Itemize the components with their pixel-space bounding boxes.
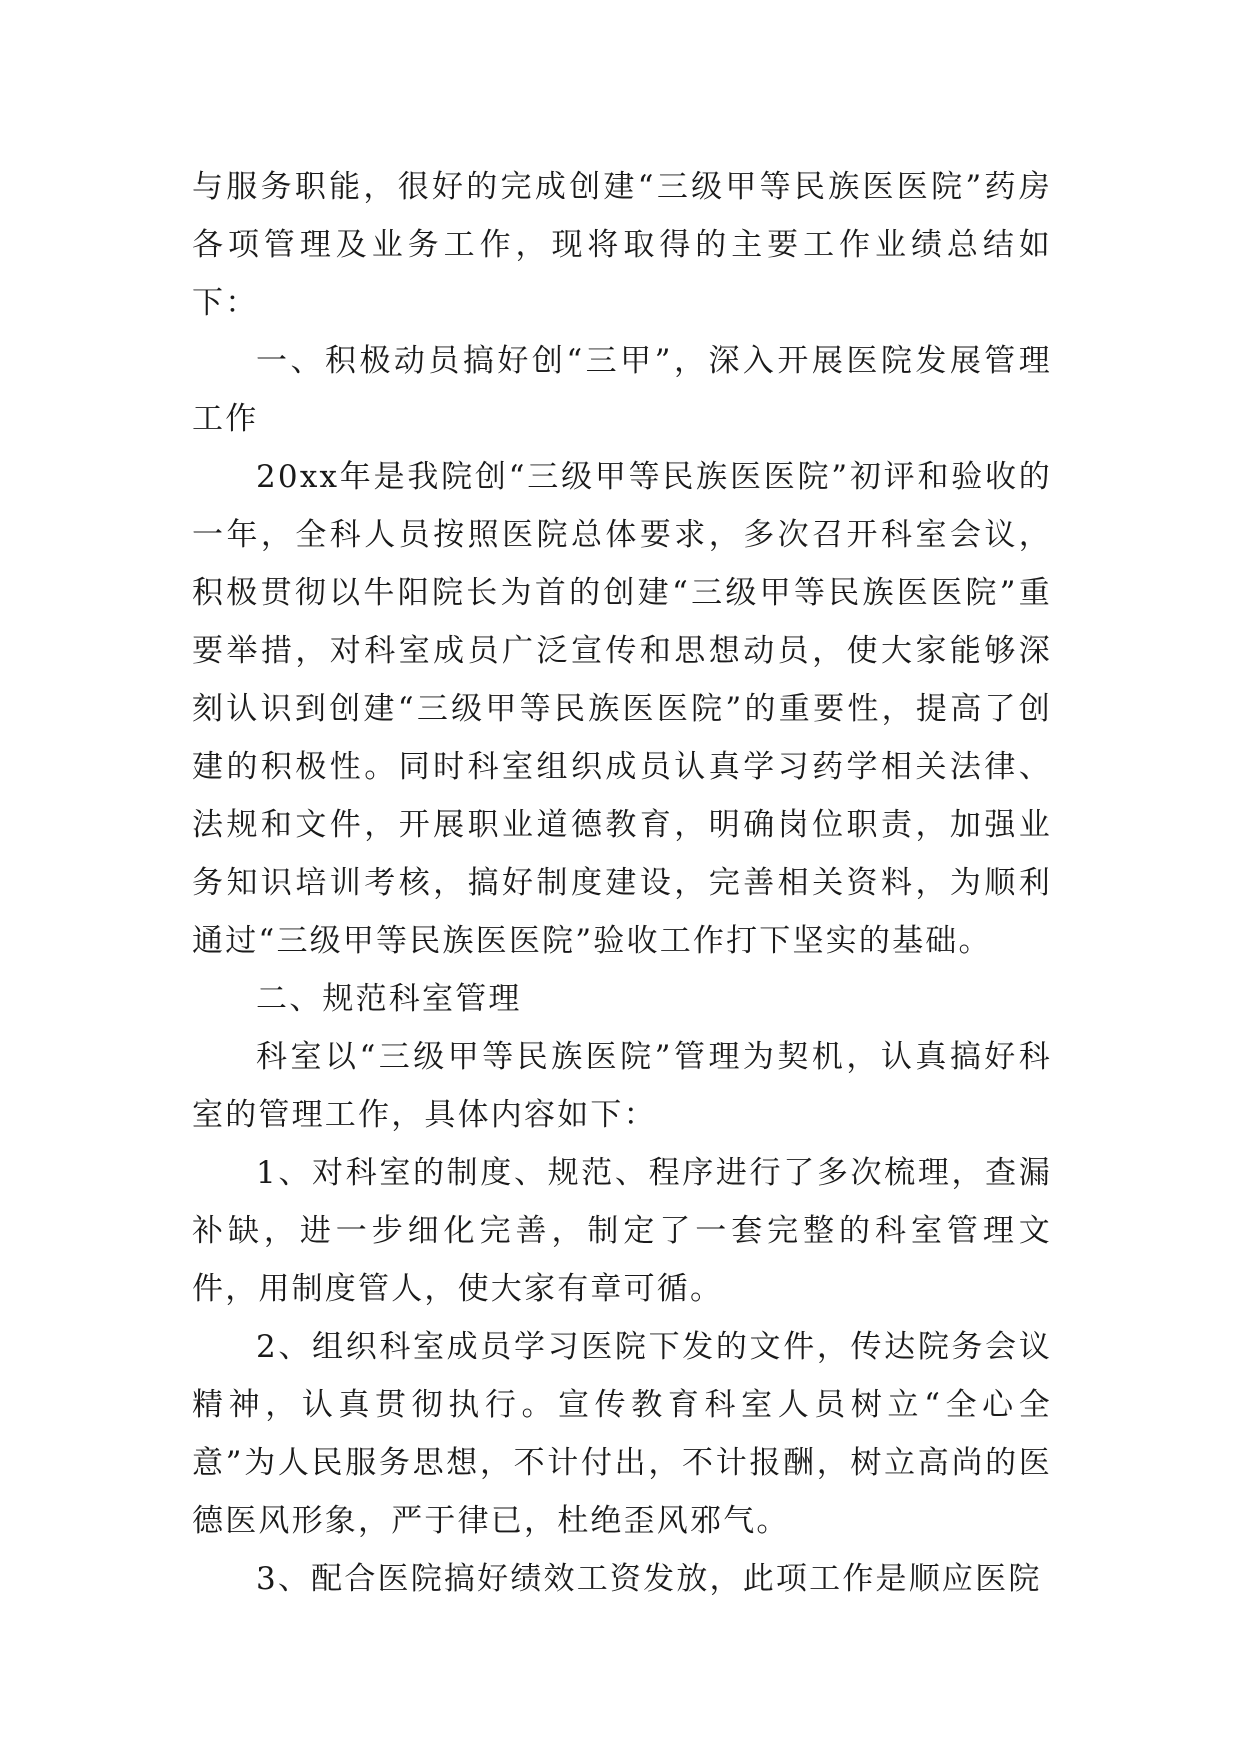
section-heading-2: 二、规范科室管理	[256, 981, 522, 1017]
document-body	[192, 158, 1052, 1608]
paragraph-1: 与服务职能，很好的完成创建“三级甲等民族医医院”药房各项管理及业务工作，现将取得的主要工作业绩总结如下：	[192, 169, 1052, 321]
section-heading-1: 一、积极动员搞好创“三甲”，深入开展医院发展管理工作	[192, 343, 1052, 437]
paragraph-3: 科室以“三级甲等民族医院”管理为契机，认真搞好科室的管理工作，具体内容如下：	[192, 1039, 1052, 1133]
list-item-2: 2、组织科室成员学习医院下发的文件，传达院务会议精神，认真贯彻执行。宣传教育科室人员树立“全心全意”为人民服务思想，不计付出，不计报酬，树立高尚的医德医风形象，严于律已，杜绝歪风邪气。	[192, 1329, 1052, 1539]
list-item-1: 1、对科室的制度、规范、程序进行了多次梳理，查漏补缺，进一步细化完善，制定了一套完整的科室管理文件，用制度管人，使大家有章可循。	[192, 1155, 1052, 1307]
list-item-3: 3、配合医院搞好绩效工资发放，此项工作是顺应医院	[256, 1561, 1042, 1597]
paragraph-2: 20xx年是我院创“三级甲等民族医医院”初评和验收的一年，全科人员按照医院总体要求，多次召开科室会议，积极贯彻以牛阳院长为首的创建“三级甲等民族医医院”重要举措，对科室成员广泛宣传和思想动员，使大家能够深刻认识到创建“三级甲等民族医医院”的重要性，提高了创建的积极性。同时科室组织成员认真学习药学相关法律、法规和文件，开展职业道德教育，明确岗位职责，加强业务知识培训考核，搞好制度建设，完善相关资料，为顺利通过“三级甲等民族医医院”验收工作打下坚实的基础。	[192, 459, 1052, 959]
